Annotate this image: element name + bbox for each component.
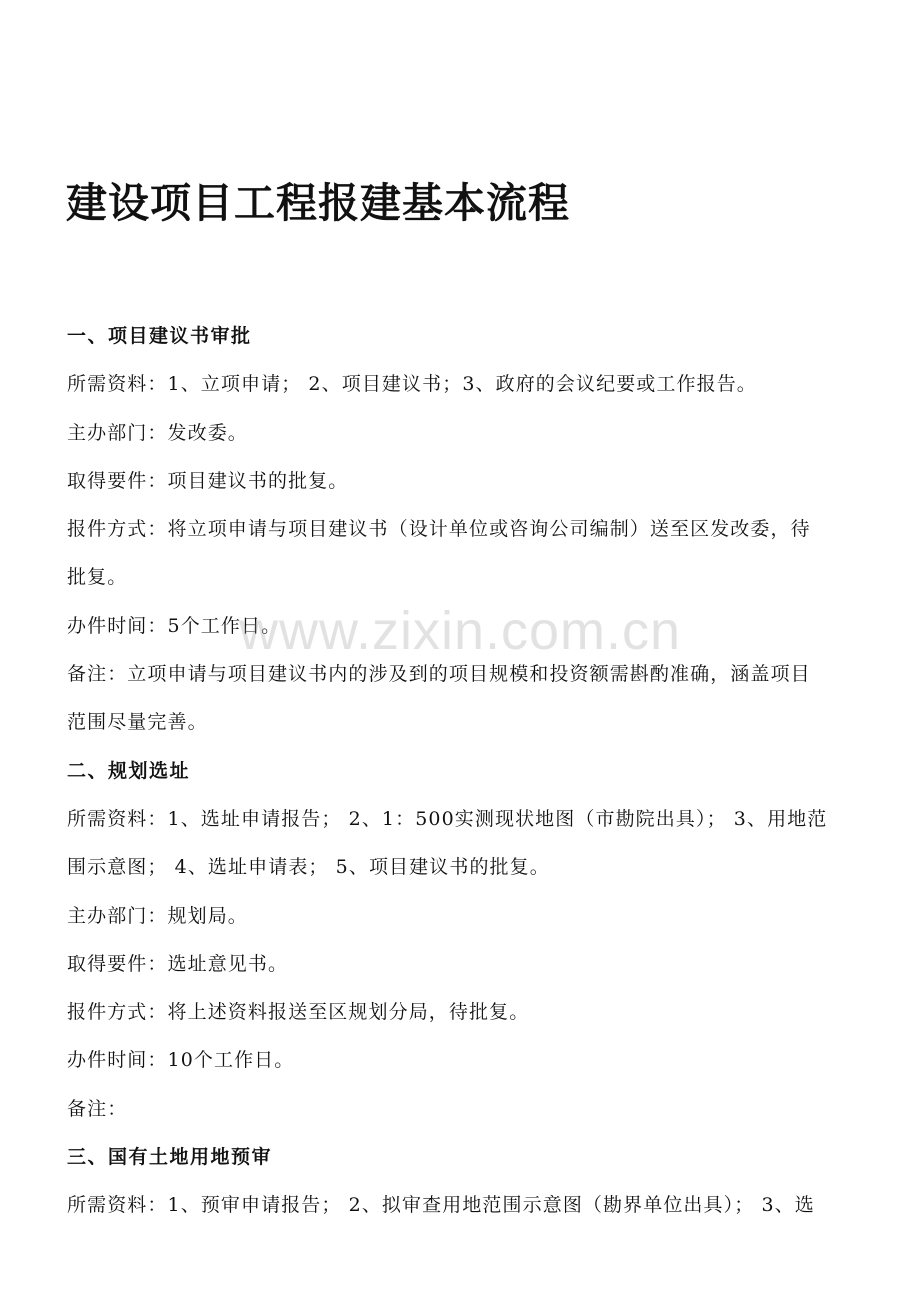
lead-department-2: 主办部门：规划局。 — [67, 904, 248, 927]
required-materials-2: 所需资料：1、选址申请报告； 2、1：500实测现状地图（市勘院出具）； 3、用地范 — [67, 807, 828, 830]
obtained-documents-1: 取得要件：项目建议书的批复。 — [67, 469, 349, 492]
document-body — [67, 312, 875, 1230]
watermark: www.zixin.com.cn — [238, 601, 682, 661]
required-materials-1: 所需资料：1、立项申请； 2、项目建议书；3、政府的会议纪要或工作报告。 — [67, 373, 757, 396]
submission-method-1: 报件方式：将立项申请与项目建议书（设计单位或咨询公司编制）送至区发改委，待 — [67, 518, 811, 541]
section-heading-1: 一、项目建议书审批 — [67, 325, 252, 347]
processing-time-2: 办件时间：10个工作日。 — [67, 1049, 295, 1072]
required-materials-3: 所需资料：1、预审申请报告； 2、拟审查用地范围示意图（勘界单位出具）； 3、选 — [67, 1194, 815, 1217]
submission-method-1-cont: 批复。 — [67, 566, 128, 589]
section-heading-2: 二、规划选址 — [67, 759, 191, 782]
remarks-2: 备注： — [67, 1097, 128, 1120]
required-materials-2-cont: 围示意图； 4、选址申请表； 5、项目建议书的批复。 — [67, 856, 550, 879]
submission-method-2: 报件方式：将上述资料报送至区规划分局，待批复。 — [67, 1001, 530, 1024]
section-heading-3: 三、国有土地用地预审 — [67, 1146, 273, 1169]
document-title: 建设项目工程报建基本流程 — [66, 179, 570, 227]
processing-time-1: 办件时间：5个工作日。 — [67, 614, 282, 637]
remarks-1-cont: 范围尽量完善。 — [67, 711, 208, 734]
lead-department-1: 主办部门：发改委。 — [67, 421, 248, 444]
obtained-documents-2: 取得要件：选址意见书。 — [67, 952, 289, 975]
remarks-1: 备注：立项申请与项目建议书内的涉及到的项目规模和投资额需斟酌准确，涵盖项目 — [67, 663, 811, 686]
